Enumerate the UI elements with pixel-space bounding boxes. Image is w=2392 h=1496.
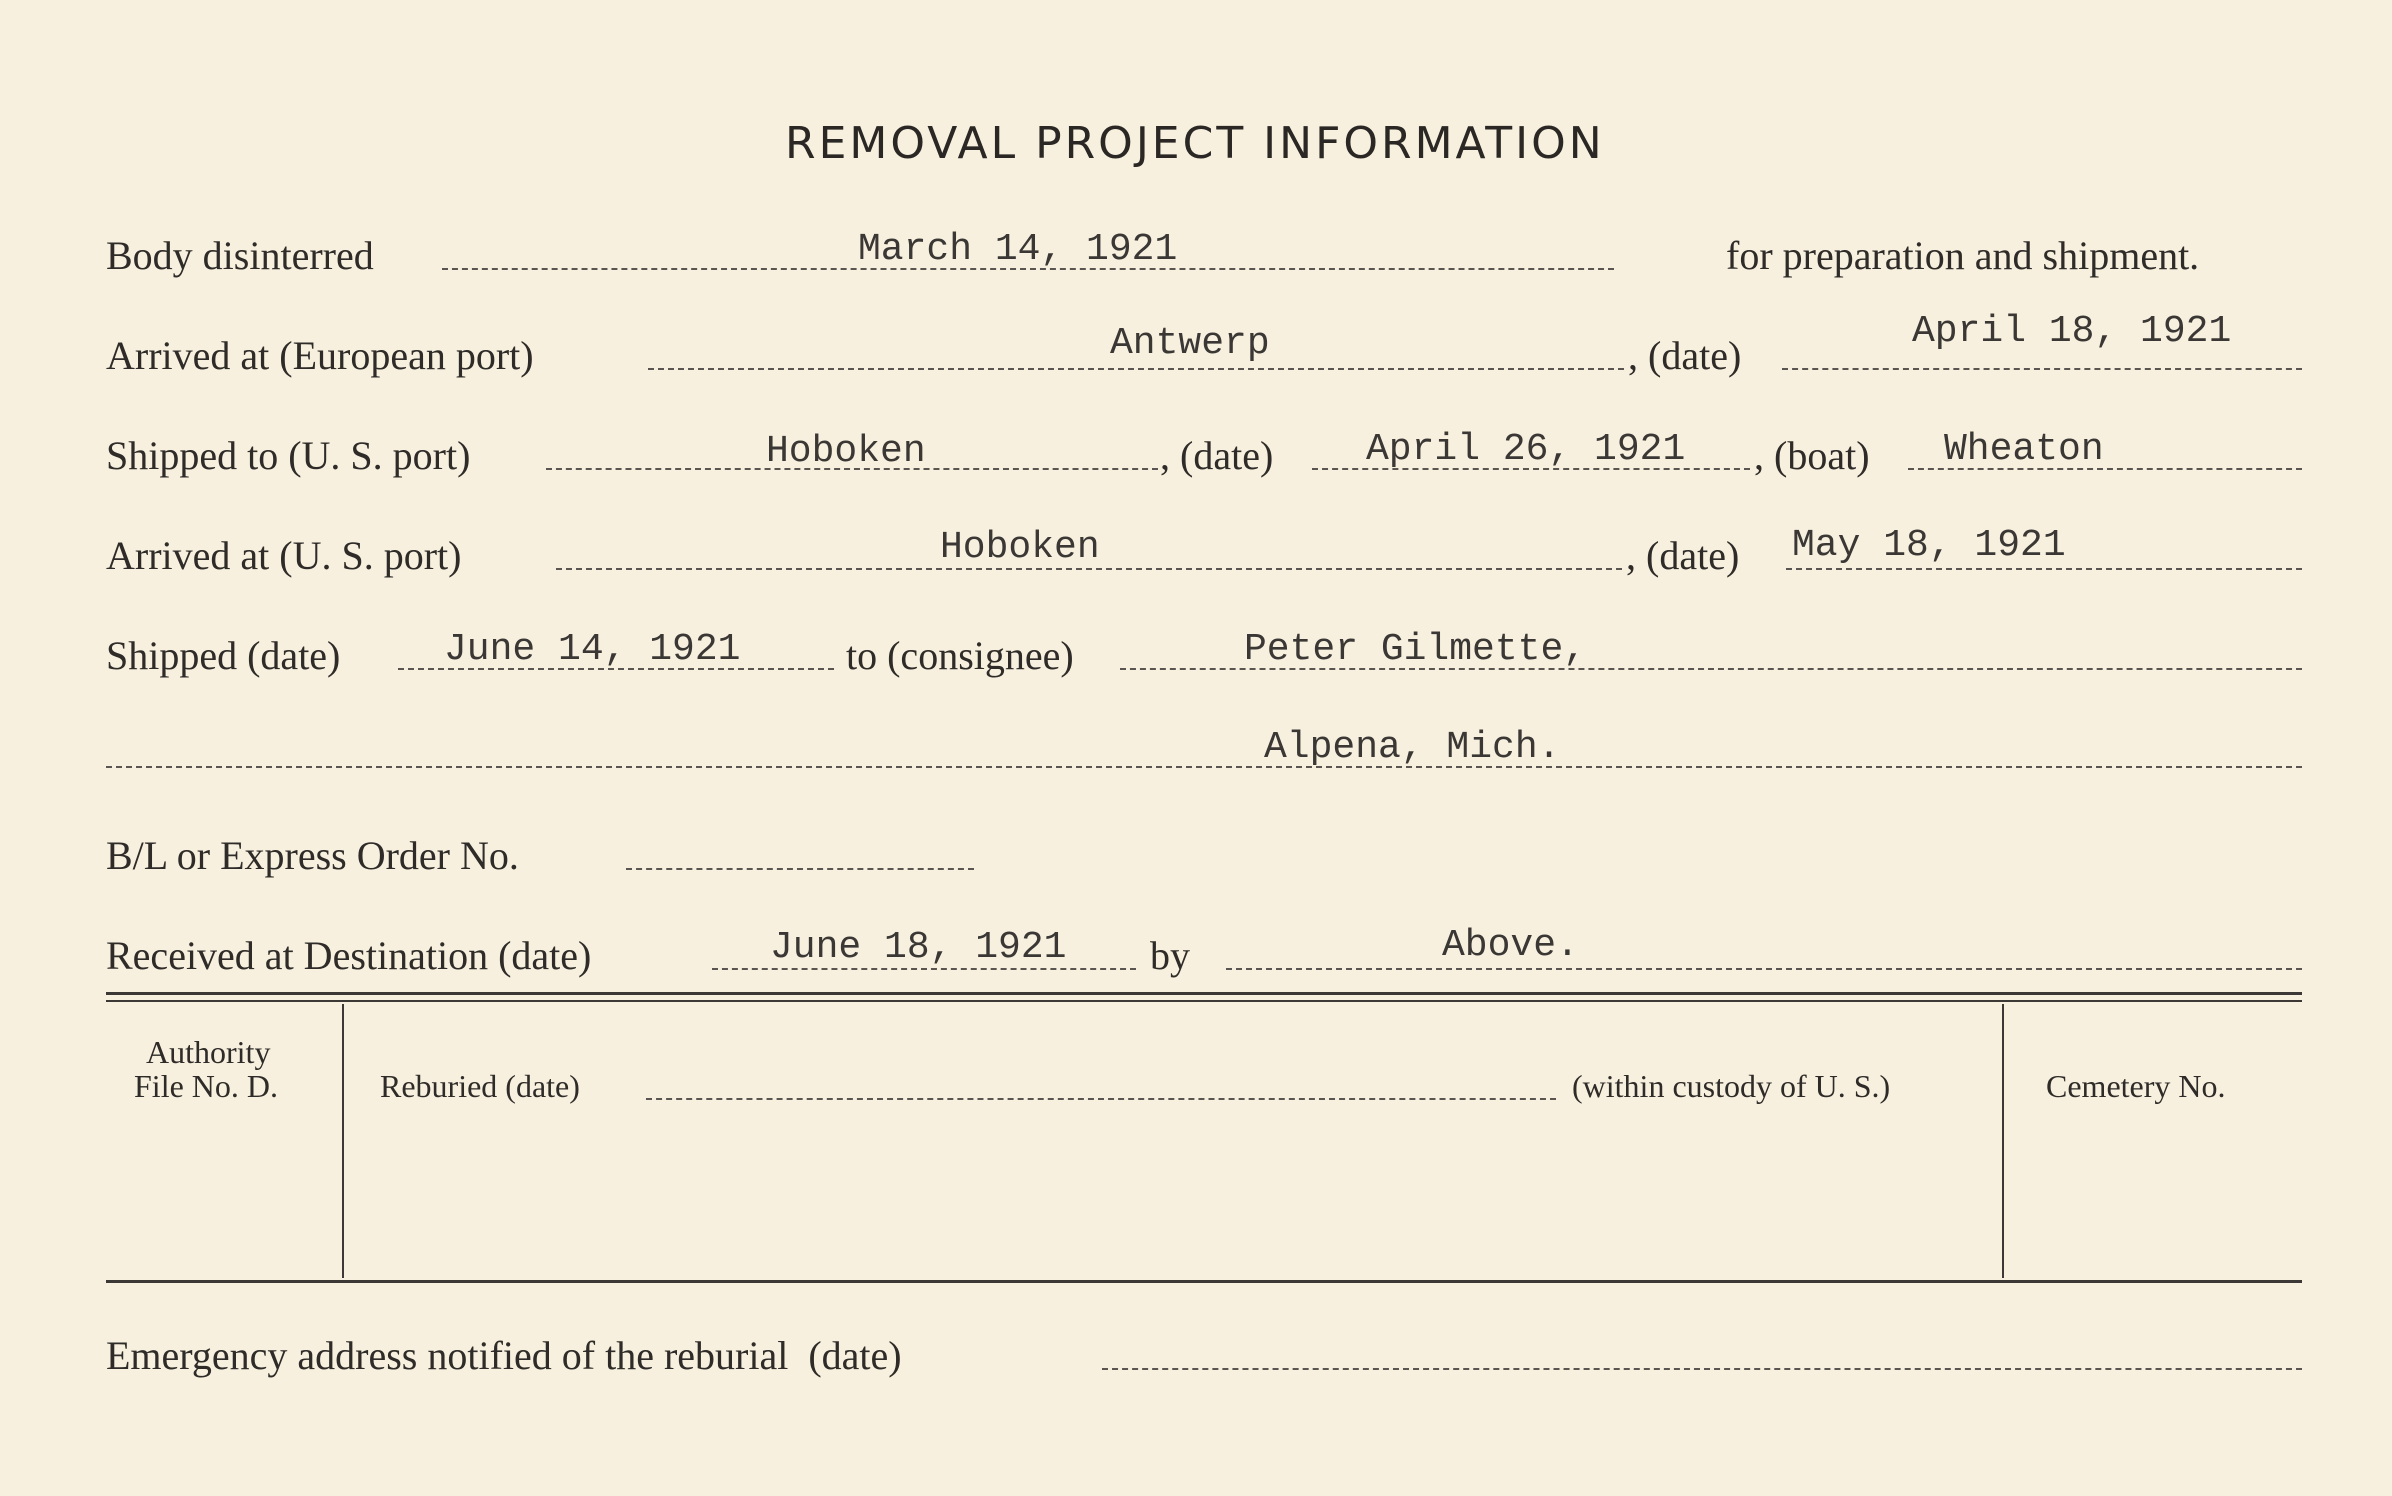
arrived-european-label: Arrived at (European port)	[106, 333, 534, 378]
consignee-address-value: Alpena, Mich.	[1264, 726, 1561, 769]
body-disinterred-label: Body disinterred	[106, 233, 374, 278]
dotted-line	[1782, 368, 2302, 370]
bl-order-line	[626, 868, 974, 870]
divider-double-top	[106, 992, 2302, 995]
received-date-value: June 18, 1921	[770, 926, 1067, 969]
arrived-us-port-value: Hoboken	[940, 526, 1100, 569]
reburied-label: Reburied (date)	[380, 1068, 580, 1104]
card-title: REMOVAL PROJECT INFORMATION	[785, 118, 1605, 169]
received-by-label: by	[1150, 933, 1190, 978]
box-divider-left	[342, 1004, 344, 1278]
custody-label: (within custody of U. S.)	[1572, 1068, 1891, 1104]
divider-double-bottom	[106, 1000, 2302, 1002]
dotted-line	[106, 766, 2302, 768]
shipped-date-label: Shipped (date)	[106, 633, 341, 678]
reburied-line	[646, 1098, 1556, 1100]
shipped-us-date-label: , (date)	[1160, 433, 1274, 478]
arrived-us-label: Arrived at (U. S. port)	[106, 533, 462, 578]
cemetery-label: Cemetery No.	[2046, 1068, 2226, 1104]
emergency-label: Emergency address notified of the reburial (date)	[106, 1333, 902, 1378]
emergency-line	[1102, 1368, 2302, 1370]
consignee-value: Peter Gilmette,	[1244, 628, 1587, 671]
shipped-us-boat-value: Wheaton	[1944, 428, 2104, 471]
arrived-european-port-value: Antwerp	[1110, 322, 1270, 365]
arrived-european-date-value: April 18, 1921	[1912, 310, 2232, 353]
dotted-line	[1786, 568, 2302, 570]
body-disinterred-suffix: for preparation and shipment.	[1726, 233, 2200, 278]
shipped-date-value: June 14, 1921	[444, 628, 741, 671]
box-divider-right	[2002, 1004, 2004, 1278]
arrived-european-date-label: , (date)	[1628, 333, 1742, 378]
box-bottom-rule	[106, 1280, 2302, 1283]
consignee-label: to (consignee)	[846, 633, 1074, 678]
arrived-us-date-label: , (date)	[1626, 533, 1740, 578]
arrived-us-date-value: May 18, 1921	[1792, 524, 2066, 567]
received-by-value: Above.	[1442, 924, 1579, 967]
dotted-line	[648, 368, 1624, 370]
shipped-us-label: Shipped to (U. S. port)	[106, 433, 471, 478]
dotted-line	[1226, 968, 2302, 970]
authority-label-line1: Authority	[146, 1034, 271, 1070]
authority-label-line2: File No. D.	[134, 1068, 278, 1104]
shipped-us-port-value: Hoboken	[766, 430, 926, 473]
bl-order-label: B/L or Express Order No.	[106, 833, 519, 878]
received-label: Received at Destination (date)	[106, 933, 592, 978]
body-disinterred-value: March 14, 1921	[858, 228, 1178, 271]
shipped-us-boat-label: , (boat)	[1754, 433, 1870, 478]
shipped-us-date-value: April 26, 1921	[1366, 428, 1686, 471]
